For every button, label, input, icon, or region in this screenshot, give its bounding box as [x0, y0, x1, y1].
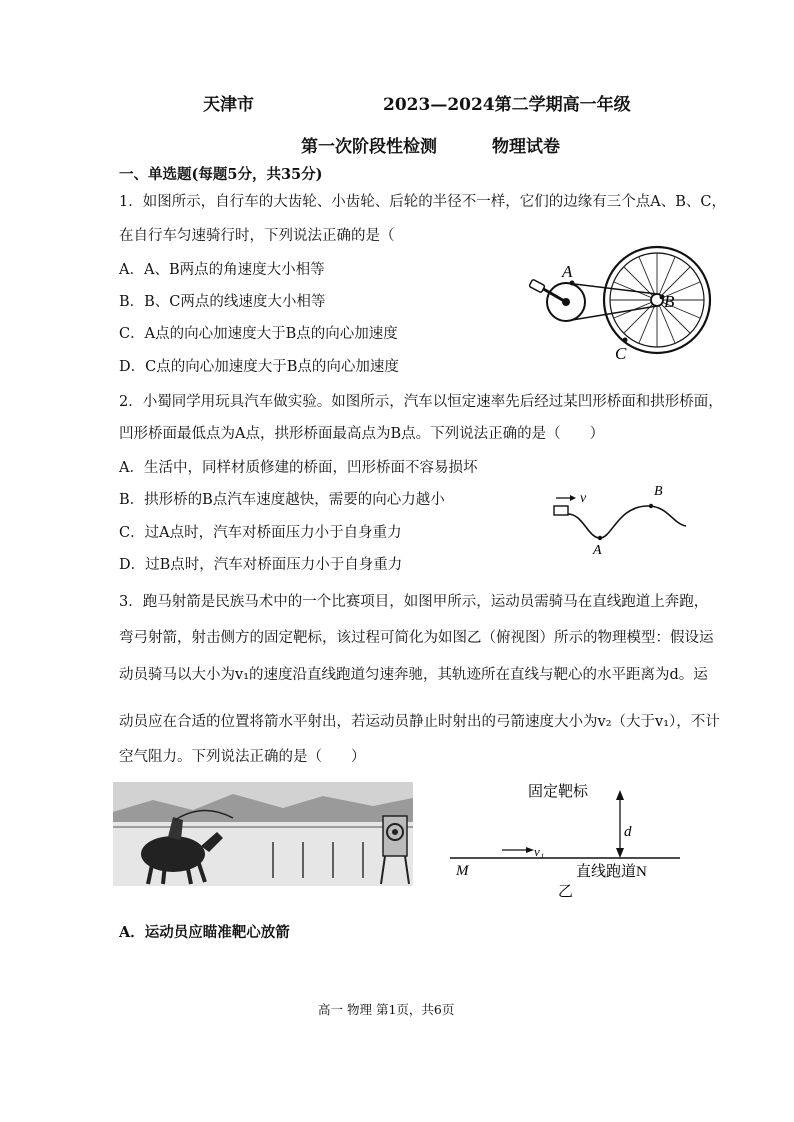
q1-stem-line2: 在自行车匀速骑行时，下列说法正确的是（	[119, 228, 395, 244]
q2-option-c: C．过A点时，汽车对桥面压力小于自身重力	[119, 525, 402, 541]
bicycle-gear-figure	[520, 245, 725, 365]
target-label: 固定靶标	[528, 784, 589, 800]
q3-line3: 动员骑马以大小为v₁的速度沿直线跑道匀速奔驰，其轨迹所在直线与靶心的水平距离为d。运	[119, 667, 708, 683]
label-b: B	[664, 292, 675, 311]
header-exam: 第一次阶段性检测	[301, 137, 437, 157]
page-footer: 高一 物理 第1页，共6页	[318, 1002, 455, 1017]
d-label: d	[624, 824, 632, 840]
q1-stem-line1: 1．如图所示，自行车的大齿轮、小齿轮、后轮的半径不一样，它们的边缘有三个点A、B、C，	[119, 194, 726, 210]
q1-option-b: B．B、C两点的线速度大小相等	[119, 294, 326, 310]
q3-line4: 动员应在合适的位置将箭水平射出，若运动员静止时射出的弓箭速度大小为v₂（大于v₁），不计	[119, 714, 720, 730]
q3-option-a: A．运动员应瞄准靶心放箭	[119, 924, 290, 941]
label-a: A	[562, 262, 573, 281]
label-b: B	[654, 484, 663, 499]
label-c: C	[615, 344, 627, 363]
q2-stem-line1: 2．小蜀同学用玩具汽车做实验。如图所示，汽车以恒定速率先后经过某凹形桥面和拱形桥面，	[119, 394, 723, 410]
q1-option-c: C．A点的向心加速度大于B点的向心加速度	[119, 326, 398, 342]
header-city: 天津市	[203, 95, 254, 115]
figure-caption: 乙	[558, 884, 574, 900]
v1-label: v₁	[534, 844, 545, 859]
q1-option-a: A．A、B两点的角速度大小相等	[119, 262, 325, 278]
track-label: 直线跑道N	[576, 864, 647, 880]
top-view-model-figure	[440, 778, 690, 898]
q2-option-a: A．生活中，同样材质修建的桥面，凹形桥面不容易损坏	[119, 460, 478, 476]
q3-line2: 弯弓射箭，射击侧方的固定靶标，该过程可简化为如图乙（俯视图）所示的物理模型：假设运	[119, 630, 714, 646]
q2-option-b: B．拱形桥的B点汽车速度越快，需要的向心力越小	[119, 492, 445, 508]
q2-stem-line2: 凹形桥面最低点为A点，拱形桥面最高点为B点。下列说法正确的是（ ）	[119, 426, 605, 442]
q3-line5: 空气阻力。下列说法正确的是（ ）	[119, 749, 366, 765]
q3-line1: 3．跑马射箭是民族马术中的一个比赛项目，如图甲所示，运动员需骑马在直线跑道上奔跑，	[119, 594, 709, 610]
header-term: 2023—2024第二学期高一年级	[383, 95, 631, 115]
header-subject: 物理试卷	[492, 137, 560, 157]
label-a: A	[593, 543, 602, 558]
m-label: M	[456, 863, 469, 879]
horse-archery-photo	[113, 782, 413, 886]
q1-option-d: D．C点的向心加速度大于B点的向心加速度	[119, 359, 399, 375]
label-v: v	[580, 491, 587, 506]
q2-option-d: D．过B点时，汽车对桥面压力小于自身重力	[119, 557, 403, 573]
bridge-figure	[548, 478, 698, 558]
section-title: 一、单选题(每题5分，共35分)	[119, 166, 323, 183]
